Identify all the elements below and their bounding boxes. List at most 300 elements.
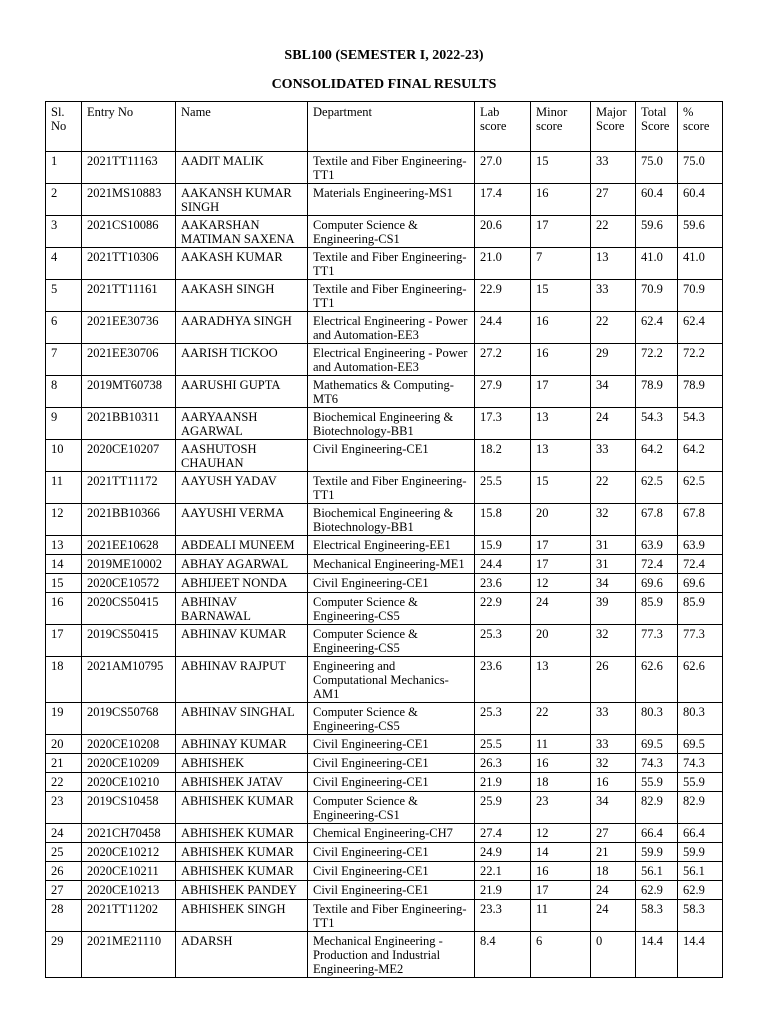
entry-no-cell: 2021CS10086	[82, 216, 176, 248]
total-score-cell: 14.4	[636, 932, 678, 978]
major-score-cell: 31	[591, 536, 636, 555]
sl-no-cell: 12	[46, 504, 82, 536]
sl-no-cell: 19	[46, 703, 82, 735]
department-cell: Materials Engineering-MS1	[308, 184, 475, 216]
percent-score-cell: 62.9	[678, 881, 723, 900]
name-cell: AASHUTOSH CHAUHAN	[176, 440, 308, 472]
sl-no-cell: 13	[46, 536, 82, 555]
lab-score-cell: 21.9	[475, 773, 531, 792]
percent-score-cell: 59.6	[678, 216, 723, 248]
total-score-cell: 82.9	[636, 792, 678, 824]
minor-score-cell: 11	[531, 900, 591, 932]
department-cell: Computer Science & Engineering-CS5	[308, 703, 475, 735]
total-score-cell: 85.9	[636, 593, 678, 625]
table-row	[46, 881, 723, 900]
department-cell: Civil Engineering-CE1	[308, 735, 475, 754]
department-cell: Textile and Fiber Engineering-TT1	[308, 152, 475, 184]
name-cell: ABHISHEK KUMAR	[176, 792, 308, 824]
sl-no-cell: 5	[46, 280, 82, 312]
lab-score-cell: 15.9	[475, 536, 531, 555]
lab-score-cell: 27.9	[475, 376, 531, 408]
sl-no-cell: 26	[46, 862, 82, 881]
entry-no-cell: 2021EE30736	[82, 312, 176, 344]
entry-no-cell: 2021CH70458	[82, 824, 176, 843]
minor-score-cell: 12	[531, 824, 591, 843]
department-cell: Civil Engineering-CE1	[308, 440, 475, 472]
sl-no-cell: 11	[46, 472, 82, 504]
sl-no-cell: 6	[46, 312, 82, 344]
major-score-cell: 27	[591, 184, 636, 216]
sl-no-cell: 9	[46, 408, 82, 440]
sl-no-cell: 22	[46, 773, 82, 792]
name-cell: ABHINAV SINGHAL	[176, 703, 308, 735]
header-major-score: Major Score	[591, 102, 636, 152]
lab-score-cell: 20.6	[475, 216, 531, 248]
name-cell: ABHISHEK KUMAR	[176, 824, 308, 843]
major-score-cell: 33	[591, 440, 636, 472]
sl-no-cell: 17	[46, 625, 82, 657]
total-score-cell: 69.6	[636, 574, 678, 593]
name-cell: AAKASH KUMAR	[176, 248, 308, 280]
sl-no-cell: 16	[46, 593, 82, 625]
minor-score-cell: 16	[531, 862, 591, 881]
sl-no-cell: 23	[46, 792, 82, 824]
table-row	[46, 792, 723, 824]
department-cell: Mechanical Engineering - Production and Industrial Engineering-ME2	[308, 932, 475, 978]
table-row	[46, 932, 723, 978]
department-cell: Computer Science & Engineering-CS1	[308, 216, 475, 248]
lab-score-cell: 17.4	[475, 184, 531, 216]
percent-score-cell: 74.3	[678, 754, 723, 773]
minor-score-cell: 13	[531, 408, 591, 440]
department-cell: Electrical Engineering-EE1	[308, 536, 475, 555]
sl-no-cell: 4	[46, 248, 82, 280]
lab-score-cell: 22.9	[475, 280, 531, 312]
total-score-cell: 55.9	[636, 773, 678, 792]
major-score-cell: 39	[591, 593, 636, 625]
total-score-cell: 41.0	[636, 248, 678, 280]
name-cell: ABHISHEK	[176, 754, 308, 773]
lab-score-cell: 21.0	[475, 248, 531, 280]
major-score-cell: 32	[591, 504, 636, 536]
sl-no-cell: 1	[46, 152, 82, 184]
total-score-cell: 74.3	[636, 754, 678, 773]
percent-score-cell: 59.9	[678, 843, 723, 862]
minor-score-cell: 23	[531, 792, 591, 824]
percent-score-cell: 80.3	[678, 703, 723, 735]
table-header-row	[46, 102, 723, 152]
department-cell: Electrical Engineering - Power and Automation-EE3	[308, 344, 475, 376]
sl-no-cell: 28	[46, 900, 82, 932]
department-cell: Chemical Engineering-CH7	[308, 824, 475, 843]
lab-score-cell: 22.9	[475, 593, 531, 625]
minor-score-cell: 18	[531, 773, 591, 792]
major-score-cell: 24	[591, 408, 636, 440]
table-row	[46, 555, 723, 574]
entry-no-cell: 2021BB10311	[82, 408, 176, 440]
entry-no-cell: 2020CE10213	[82, 881, 176, 900]
name-cell: ABDEALI MUNEEM	[176, 536, 308, 555]
table-row	[46, 376, 723, 408]
major-score-cell: 24	[591, 900, 636, 932]
total-score-cell: 66.4	[636, 824, 678, 843]
lab-score-cell: 18.2	[475, 440, 531, 472]
table-row	[46, 248, 723, 280]
total-score-cell: 64.2	[636, 440, 678, 472]
lab-score-cell: 24.9	[475, 843, 531, 862]
major-score-cell: 33	[591, 703, 636, 735]
name-cell: AAYUSH YADAV	[176, 472, 308, 504]
name-cell: ADARSH	[176, 932, 308, 978]
minor-score-cell: 12	[531, 574, 591, 593]
department-cell: Electrical Engineering - Power and Automation-EE3	[308, 312, 475, 344]
minor-score-cell: 17	[531, 881, 591, 900]
major-score-cell: 32	[591, 625, 636, 657]
major-score-cell: 33	[591, 152, 636, 184]
major-score-cell: 0	[591, 932, 636, 978]
table-row	[46, 773, 723, 792]
department-cell: Civil Engineering-CE1	[308, 843, 475, 862]
lab-score-cell: 23.6	[475, 574, 531, 593]
entry-no-cell: 2019CS10458	[82, 792, 176, 824]
entry-no-cell: 2021EE10628	[82, 536, 176, 555]
total-score-cell: 70.9	[636, 280, 678, 312]
entry-no-cell: 2019CS50415	[82, 625, 176, 657]
table-row	[46, 754, 723, 773]
sl-no-cell: 2	[46, 184, 82, 216]
lab-score-cell: 24.4	[475, 312, 531, 344]
header-minor-score: Minor score	[531, 102, 591, 152]
department-cell: Computer Science & Engineering-CS5	[308, 625, 475, 657]
name-cell: ABHISHEK PANDEY	[176, 881, 308, 900]
department-cell: Civil Engineering-CE1	[308, 574, 475, 593]
table-row	[46, 625, 723, 657]
table-row	[46, 843, 723, 862]
percent-score-cell: 41.0	[678, 248, 723, 280]
lab-score-cell: 15.8	[475, 504, 531, 536]
entry-no-cell: 2020CE10572	[82, 574, 176, 593]
entry-no-cell: 2021MS10883	[82, 184, 176, 216]
total-score-cell: 60.4	[636, 184, 678, 216]
document-title: SBL100 (SEMESTER I, 2022-23)	[284, 48, 484, 63]
header-department: Department	[308, 102, 475, 152]
total-score-cell: 78.9	[636, 376, 678, 408]
lab-score-cell: 23.3	[475, 900, 531, 932]
entry-no-cell: 2021ME21110	[82, 932, 176, 978]
total-score-cell: 69.5	[636, 735, 678, 754]
table-row	[46, 657, 723, 703]
sl-no-cell: 8	[46, 376, 82, 408]
minor-score-cell: 6	[531, 932, 591, 978]
minor-score-cell: 16	[531, 344, 591, 376]
name-cell: AARADHYA SINGH	[176, 312, 308, 344]
header-sl-no: Sl. No	[46, 102, 82, 152]
department-cell: Civil Engineering-CE1	[308, 881, 475, 900]
total-score-cell: 75.0	[636, 152, 678, 184]
sl-no-cell: 7	[46, 344, 82, 376]
percent-score-cell: 62.5	[678, 472, 723, 504]
total-score-cell: 62.9	[636, 881, 678, 900]
percent-score-cell: 82.9	[678, 792, 723, 824]
percent-score-cell: 58.3	[678, 900, 723, 932]
percent-score-cell: 63.9	[678, 536, 723, 555]
name-cell: AAYUSHI VERMA	[176, 504, 308, 536]
minor-score-cell: 16	[531, 184, 591, 216]
lab-score-cell: 8.4	[475, 932, 531, 978]
major-score-cell: 22	[591, 216, 636, 248]
percent-score-cell: 78.9	[678, 376, 723, 408]
minor-score-cell: 17	[531, 536, 591, 555]
major-score-cell: 13	[591, 248, 636, 280]
lab-score-cell: 25.5	[475, 472, 531, 504]
total-score-cell: 62.6	[636, 657, 678, 703]
entry-no-cell: 2020CE10208	[82, 735, 176, 754]
lab-score-cell: 25.3	[475, 703, 531, 735]
total-score-cell: 62.5	[636, 472, 678, 504]
lab-score-cell: 24.4	[475, 555, 531, 574]
department-cell: Civil Engineering-CE1	[308, 773, 475, 792]
minor-score-cell: 13	[531, 440, 591, 472]
sl-no-cell: 25	[46, 843, 82, 862]
percent-score-cell: 60.4	[678, 184, 723, 216]
minor-score-cell: 20	[531, 504, 591, 536]
minor-score-cell: 11	[531, 735, 591, 754]
name-cell: ABHINAV BARNAWAL	[176, 593, 308, 625]
department-cell: Civil Engineering-CE1	[308, 754, 475, 773]
lab-score-cell: 27.0	[475, 152, 531, 184]
results-table	[45, 101, 723, 978]
name-cell: ABHINAV RAJPUT	[176, 657, 308, 703]
entry-no-cell: 2019CS50768	[82, 703, 176, 735]
entry-no-cell: 2021TT11202	[82, 900, 176, 932]
table-row	[46, 536, 723, 555]
lab-score-cell: 26.3	[475, 754, 531, 773]
total-score-cell: 72.2	[636, 344, 678, 376]
sl-no-cell: 18	[46, 657, 82, 703]
total-score-cell: 62.4	[636, 312, 678, 344]
total-score-cell: 63.9	[636, 536, 678, 555]
name-cell: AAKARSHAN MATIMAN SAXENA	[176, 216, 308, 248]
percent-score-cell: 72.2	[678, 344, 723, 376]
entry-no-cell: 2020CE10210	[82, 773, 176, 792]
header-total-score: Total Score	[636, 102, 678, 152]
percent-score-cell: 69.6	[678, 574, 723, 593]
table-row	[46, 862, 723, 881]
total-score-cell: 72.4	[636, 555, 678, 574]
percent-score-cell: 62.4	[678, 312, 723, 344]
header-entry-no: Entry No	[82, 102, 176, 152]
entry-no-cell: 2019ME10002	[82, 555, 176, 574]
department-cell: Biochemical Engineering & Biotechnology-BB1	[308, 504, 475, 536]
major-score-cell: 33	[591, 280, 636, 312]
name-cell: ABHIJEET NONDA	[176, 574, 308, 593]
minor-score-cell: 17	[531, 555, 591, 574]
lab-score-cell: 25.9	[475, 792, 531, 824]
department-cell: Textile and Fiber Engineering-TT1	[308, 248, 475, 280]
entry-no-cell: 2021TT10306	[82, 248, 176, 280]
major-score-cell: 34	[591, 792, 636, 824]
table-row	[46, 216, 723, 248]
table-row	[46, 593, 723, 625]
percent-score-cell: 72.4	[678, 555, 723, 574]
sl-no-cell: 10	[46, 440, 82, 472]
table-row	[46, 440, 723, 472]
lab-score-cell: 27.4	[475, 824, 531, 843]
name-cell: ABHISHEK KUMAR	[176, 862, 308, 881]
percent-score-cell: 85.9	[678, 593, 723, 625]
total-score-cell: 59.9	[636, 843, 678, 862]
header-percent-score: % score	[678, 102, 723, 152]
table-row	[46, 312, 723, 344]
table-row	[46, 824, 723, 843]
sl-no-cell: 29	[46, 932, 82, 978]
entry-no-cell: 2021EE30706	[82, 344, 176, 376]
minor-score-cell: 15	[531, 280, 591, 312]
department-cell: Mathematics & Computing-MT6	[308, 376, 475, 408]
entry-no-cell: 2020CE10209	[82, 754, 176, 773]
entry-no-cell: 2020CE10207	[82, 440, 176, 472]
major-score-cell: 34	[591, 574, 636, 593]
department-cell: Textile and Fiber Engineering-TT1	[308, 280, 475, 312]
name-cell: ABHAY AGARWAL	[176, 555, 308, 574]
lab-score-cell: 25.3	[475, 625, 531, 657]
department-cell: Textile and Fiber Engineering-TT1	[308, 900, 475, 932]
major-score-cell: 34	[591, 376, 636, 408]
percent-score-cell: 67.8	[678, 504, 723, 536]
entry-no-cell: 2020CE10211	[82, 862, 176, 881]
table-row	[46, 344, 723, 376]
sl-no-cell: 21	[46, 754, 82, 773]
document-subtitle: CONSOLIDATED FINAL RESULTS	[271, 77, 497, 92]
entry-no-cell: 2020CS50415	[82, 593, 176, 625]
name-cell: AAKASH SINGH	[176, 280, 308, 312]
percent-score-cell: 64.2	[678, 440, 723, 472]
percent-score-cell: 77.3	[678, 625, 723, 657]
total-score-cell: 77.3	[636, 625, 678, 657]
name-cell: AARYAANSH AGARWAL	[176, 408, 308, 440]
header-name: Name	[176, 102, 308, 152]
minor-score-cell: 16	[531, 754, 591, 773]
total-score-cell: 80.3	[636, 703, 678, 735]
table-row	[46, 703, 723, 735]
major-score-cell: 29	[591, 344, 636, 376]
lab-score-cell: 21.9	[475, 881, 531, 900]
major-score-cell: 22	[591, 472, 636, 504]
percent-score-cell: 62.6	[678, 657, 723, 703]
minor-score-cell: 24	[531, 593, 591, 625]
entry-no-cell: 2020CE10212	[82, 843, 176, 862]
major-score-cell: 24	[591, 881, 636, 900]
name-cell: ABHINAV KUMAR	[176, 625, 308, 657]
sl-no-cell: 20	[46, 735, 82, 754]
department-cell: Engineering and Computational Mechanics-AM1	[308, 657, 475, 703]
department-cell: Civil Engineering-CE1	[308, 862, 475, 881]
entry-no-cell: 2021BB10366	[82, 504, 176, 536]
minor-score-cell: 7	[531, 248, 591, 280]
minor-score-cell: 14	[531, 843, 591, 862]
table-row	[46, 574, 723, 593]
major-score-cell: 16	[591, 773, 636, 792]
results-body	[46, 152, 723, 978]
name-cell: ABHINAY KUMAR	[176, 735, 308, 754]
total-score-cell: 54.3	[636, 408, 678, 440]
entry-no-cell: 2021AM10795	[82, 657, 176, 703]
percent-score-cell: 54.3	[678, 408, 723, 440]
percent-score-cell: 14.4	[678, 932, 723, 978]
total-score-cell: 59.6	[636, 216, 678, 248]
total-score-cell: 58.3	[636, 900, 678, 932]
major-score-cell: 22	[591, 312, 636, 344]
lab-score-cell: 25.5	[475, 735, 531, 754]
header-lab-score: Lab score	[475, 102, 531, 152]
total-score-cell: 67.8	[636, 504, 678, 536]
minor-score-cell: 22	[531, 703, 591, 735]
minor-score-cell: 17	[531, 376, 591, 408]
department-cell: Computer Science & Engineering-CS1	[308, 792, 475, 824]
name-cell: AADIT MALIK	[176, 152, 308, 184]
entry-no-cell: 2021TT11172	[82, 472, 176, 504]
name-cell: ABHISHEK JATAV	[176, 773, 308, 792]
lab-score-cell: 17.3	[475, 408, 531, 440]
sl-no-cell: 15	[46, 574, 82, 593]
percent-score-cell: 69.5	[678, 735, 723, 754]
entry-no-cell: 2021TT11161	[82, 280, 176, 312]
major-score-cell: 27	[591, 824, 636, 843]
department-cell: Mechanical Engineering-ME1	[308, 555, 475, 574]
minor-score-cell: 15	[531, 472, 591, 504]
lab-score-cell: 27.2	[475, 344, 531, 376]
name-cell: ABHISHEK SINGH	[176, 900, 308, 932]
major-score-cell: 26	[591, 657, 636, 703]
sl-no-cell: 3	[46, 216, 82, 248]
major-score-cell: 18	[591, 862, 636, 881]
department-cell: Computer Science & Engineering-CS5	[308, 593, 475, 625]
minor-score-cell: 15	[531, 152, 591, 184]
department-cell: Textile and Fiber Engineering-TT1	[308, 472, 475, 504]
table-row	[46, 184, 723, 216]
lab-score-cell: 23.6	[475, 657, 531, 703]
percent-score-cell: 75.0	[678, 152, 723, 184]
name-cell: AARISH TICKOO	[176, 344, 308, 376]
major-score-cell: 32	[591, 754, 636, 773]
table-row	[46, 472, 723, 504]
sl-no-cell: 14	[46, 555, 82, 574]
major-score-cell: 31	[591, 555, 636, 574]
table-row	[46, 504, 723, 536]
minor-score-cell: 17	[531, 216, 591, 248]
table-row	[46, 280, 723, 312]
percent-score-cell: 70.9	[678, 280, 723, 312]
table-row	[46, 152, 723, 184]
percent-score-cell: 55.9	[678, 773, 723, 792]
major-score-cell: 21	[591, 843, 636, 862]
entry-no-cell: 2019MT60738	[82, 376, 176, 408]
entry-no-cell: 2021TT11163	[82, 152, 176, 184]
table-row	[46, 408, 723, 440]
percent-score-cell: 56.1	[678, 862, 723, 881]
percent-score-cell: 66.4	[678, 824, 723, 843]
total-score-cell: 56.1	[636, 862, 678, 881]
sl-no-cell: 27	[46, 881, 82, 900]
name-cell: AARUSHI GUPTA	[176, 376, 308, 408]
name-cell: ABHISHEK KUMAR	[176, 843, 308, 862]
minor-score-cell: 13	[531, 657, 591, 703]
major-score-cell: 33	[591, 735, 636, 754]
lab-score-cell: 22.1	[475, 862, 531, 881]
table-row	[46, 900, 723, 932]
name-cell: AAKANSH KUMAR SINGH	[176, 184, 308, 216]
minor-score-cell: 16	[531, 312, 591, 344]
